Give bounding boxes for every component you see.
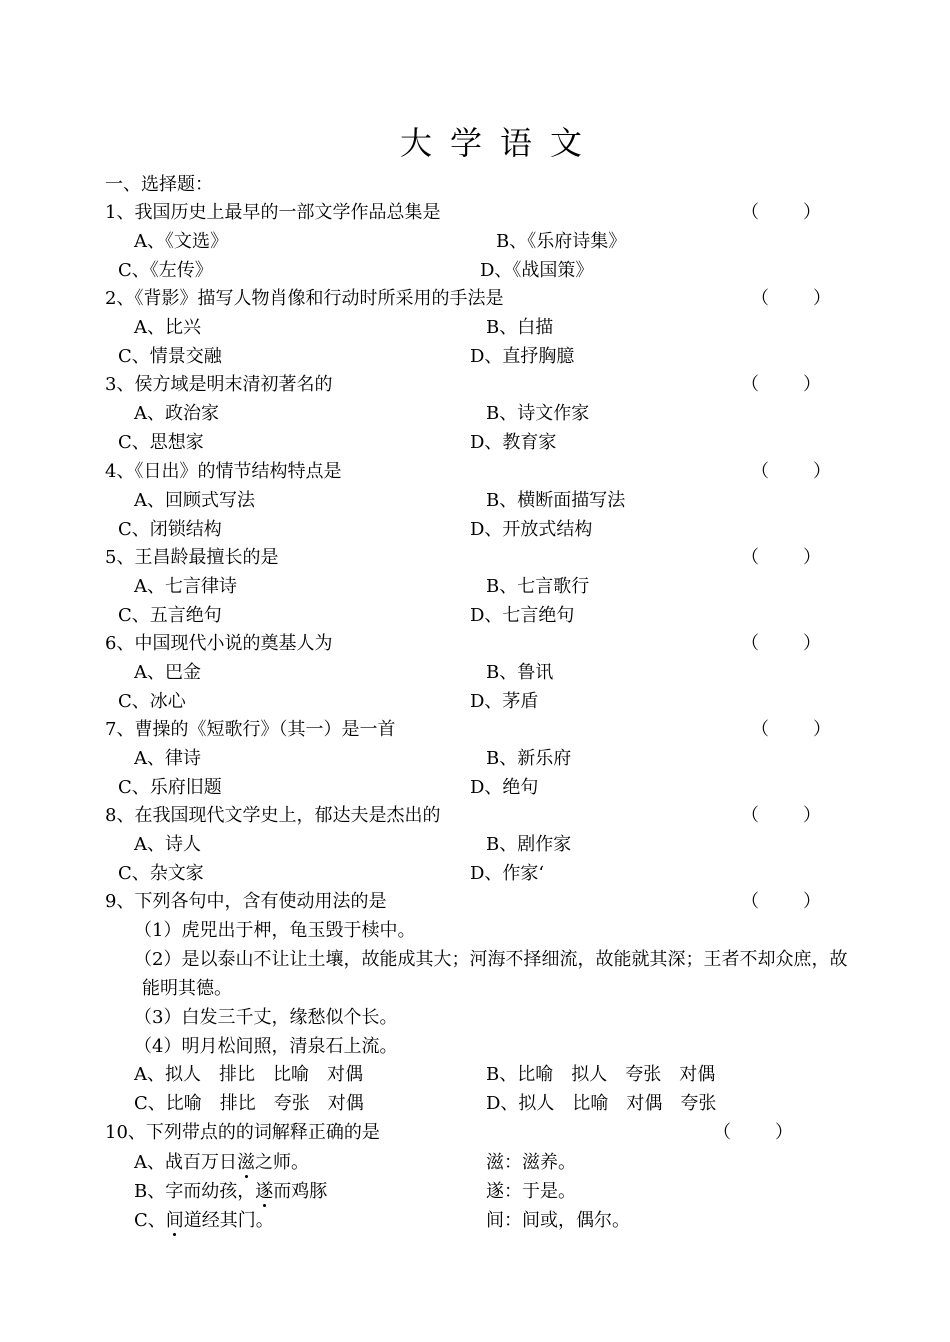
answer-blank-1[interactable]: （ ） [741, 202, 821, 223]
answer-blank-4[interactable]: （ ） [751, 461, 831, 482]
q7-option-c[interactable]: C、乐府旧题 [118, 777, 222, 798]
q7-option-b[interactable]: B、新乐府 [486, 748, 572, 769]
q3-option-c[interactable]: C、思想家 [118, 432, 204, 453]
q1-option-d[interactable]: D、《战国策》 [480, 260, 594, 281]
question-10-stem: 10、下列带点的的词解释正确的是 [105, 1122, 380, 1143]
emphasis-dot-char: 滋 [237, 1152, 255, 1173]
emphasis-dot-char: 遂 [255, 1181, 274, 1202]
question-6-stem: 6、中国现代小说的奠基人为 [105, 633, 333, 654]
answer-blank-9[interactable]: （ ） [741, 891, 821, 912]
q8-option-d[interactable]: D、作家‘ [470, 863, 545, 884]
q1-option-c[interactable]: C、《左传》 [118, 260, 213, 281]
q10-option-a-explanation: 滋：滋养。 [486, 1152, 576, 1173]
page-title: 大学语文 [399, 124, 600, 162]
q6-option-b[interactable]: B、鲁讯 [486, 662, 554, 683]
q3-option-a[interactable]: A、政治家 [134, 403, 219, 424]
q9-sentence-4: （4）明月松间照，清泉石上流。 [134, 1036, 398, 1057]
answer-blank-10[interactable]: （ ） [713, 1122, 793, 1143]
q9-sentence-1: （1）虎兕出于柙，龟玉毁于椟中。 [134, 920, 416, 941]
q7-option-a[interactable]: A、律诗 [134, 748, 201, 769]
q5-option-c[interactable]: C、五言绝句 [118, 605, 222, 626]
q10-option-c-explanation: 间：间或，偶尔。 [486, 1210, 630, 1231]
question-3-stem: 3、侯方域是明末清初著名的 [105, 374, 333, 395]
question-9-stem: 9、下列各句中，含有使动用法的是 [105, 891, 387, 912]
q9-option-a[interactable]: A、拟人 排比 比喻 对偶 [134, 1064, 363, 1085]
q9-option-d[interactable]: D、拟人 比喻 对偶 夸张 [486, 1093, 717, 1114]
q2-option-b[interactable]: B、白描 [486, 317, 554, 338]
q4-option-d[interactable]: D、开放式结构 [470, 519, 593, 540]
q4-option-b[interactable]: B、横断面描写法 [486, 490, 626, 511]
question-7-stem: 7、曹操的《短歌行》（其一）是一首 [105, 719, 396, 740]
q10-option-a[interactable]: A、战百万日滋之师。 [134, 1152, 309, 1173]
q4-option-c[interactable]: C、闭锁结构 [118, 519, 222, 540]
q4-option-a[interactable]: A、回顾式写法 [134, 490, 255, 511]
question-5-stem: 5、王昌龄最擅长的是 [105, 547, 279, 568]
q6-option-c[interactable]: C、冰心 [118, 691, 186, 712]
question-4-stem: 4、《日出》的情节结构特点是 [105, 461, 342, 482]
q8-option-c[interactable]: C、杂文家 [118, 863, 204, 884]
q3-option-d[interactable]: D、教育家 [470, 432, 557, 453]
q3-option-b[interactable]: B、诗文作家 [486, 403, 590, 424]
question-8-stem: 8、在我国现代文学史上，郁达夫是杰出的 [105, 805, 441, 826]
answer-blank-6[interactable]: （ ） [741, 633, 821, 654]
q2-option-c[interactable]: C、情景交融 [118, 346, 222, 367]
q10-option-b[interactable]: B、字而幼孩，遂而鸡豚 [134, 1181, 328, 1202]
q9-sentence-2: （2）是以泰山不让让土壤，故能成其大；河海不择细流，故能就其深；王者不却众庶，故 [134, 949, 848, 970]
q5-option-a[interactable]: A、七言律诗 [134, 576, 237, 597]
q9-option-b[interactable]: B、比喻 拟人 夸张 对偶 [486, 1064, 716, 1085]
answer-blank-7[interactable]: （ ） [751, 719, 831, 740]
emphasis-dot-char: 间 [165, 1210, 184, 1231]
q8-option-b[interactable]: B、剧作家 [486, 834, 572, 855]
section-heading: 一、选择题： [105, 174, 213, 195]
q9-sentence-3: （3）白发三千丈，缘愁似个长。 [134, 1007, 398, 1028]
q2-option-a[interactable]: A、比兴 [134, 317, 201, 338]
q8-option-a[interactable]: A、诗人 [134, 834, 201, 855]
q9-option-c[interactable]: C、比喻 排比 夸张 对偶 [134, 1093, 364, 1114]
q2-option-d[interactable]: D、直抒胸臆 [470, 346, 575, 367]
q1-option-b[interactable]: B、《乐府诗集》 [496, 231, 627, 252]
question-1-stem: 1、我国历史上最早的一部文学作品总集是 [105, 202, 441, 223]
answer-blank-8[interactable]: （ ） [741, 805, 821, 826]
q5-option-d[interactable]: D、七言绝句 [470, 605, 575, 626]
q6-option-d[interactable]: D、茅盾 [470, 691, 539, 712]
q5-option-b[interactable]: B、七言歌行 [486, 576, 590, 597]
q6-option-a[interactable]: A、巴金 [134, 662, 201, 683]
q10-option-c[interactable]: C、间道经其门。 [134, 1210, 274, 1231]
q1-option-a[interactable]: A、《文选》 [134, 231, 228, 252]
answer-blank-2[interactable]: （ ） [751, 288, 831, 309]
question-2-stem: 2、《背影》描写人物肖像和行动时所采用的手法是 [105, 288, 504, 309]
q10-option-b-explanation: 遂：于是。 [486, 1181, 576, 1202]
q7-option-d[interactable]: D、绝句 [470, 777, 539, 798]
answer-blank-3[interactable]: （ ） [741, 374, 821, 395]
q9-sentence-2-cont: 能明其德。 [142, 978, 232, 999]
answer-blank-5[interactable]: （ ） [741, 547, 821, 568]
